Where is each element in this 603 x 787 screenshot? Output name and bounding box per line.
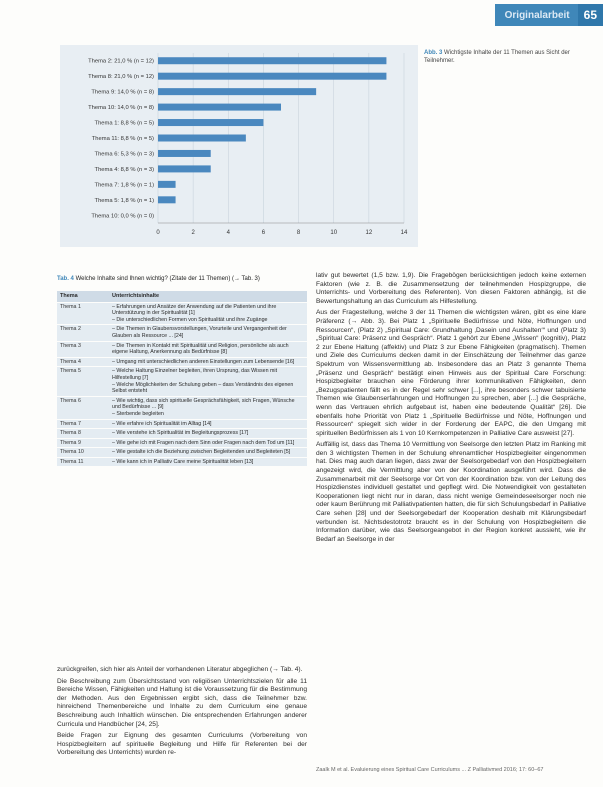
table-cell-inhalte <box>109 357 307 367</box>
table-cell-thema: Thema 6 <box>57 396 109 419</box>
table-cell-thema: Thema 9 <box>57 438 109 448</box>
table-item: – Wie gestalte ich die Beziehung zwischen Begleitenden und Begleiteten [5] <box>112 449 291 456</box>
table-cell-inhalte <box>109 448 307 458</box>
table-cell-inhalte <box>109 396 307 419</box>
table-row <box>57 419 307 429</box>
chart-svg <box>60 45 418 247</box>
x-tick-label: 8 <box>296 230 301 236</box>
table-cell-thema: Thema 3 <box>57 341 109 357</box>
table-item: – Umgang mit unterschiedlichen anderen Einstellungen zum Lebensende [16] <box>112 358 295 365</box>
table-item: – Sterbende begleiten <box>112 410 164 417</box>
table-item: – Die Themen in Glaubensvorstellungen, Vorurteile und Vergangenheit der Glauben als Ressource ... [24] <box>112 326 287 339</box>
x-tick-label: 12 <box>365 230 373 236</box>
right-column-text <box>316 272 586 547</box>
category-label: Thema 4: 8,8 % (n = 3) <box>94 166 154 173</box>
figure-caption-label: Abb. 3 <box>424 50 443 56</box>
table-cell-thema: Thema 7 <box>57 419 109 429</box>
category-label: Thema 2: 21,0 % (n = 12) <box>88 58 154 65</box>
category-label: Thema 10: 0,0 % (n = 0) <box>91 213 154 220</box>
table-item: – Wie erfahre ich Spiritualität im Alltag [14] <box>112 420 212 427</box>
table-cell-inhalte <box>109 302 307 325</box>
table-cell-thema: Thema 4 <box>57 357 109 367</box>
left-paragraph: Die Beschreibung zum Übersichtsstand von religiösen Unterrichtszielen für alle 11 Bereiche Wissen, Fähigkeiten und Haltung ist die Voraussetzung für die Bestimmung der Methoden. Aus den Ergebnissen ergibt sich, dass die Teilnehmer bzw. hinreichend Themenbereiche und Inhalte zu dem Curriculum eine genaue Beschreibung auch Inhaltlich wünschen. Die entsprechenden Erfahrungen anderer Curricula und Handbücher [24, 25]. <box>57 677 307 728</box>
bar <box>158 165 211 172</box>
table-cell-thema: Thema 10 <box>57 448 109 458</box>
table-cell-thema: Thema 5 <box>57 367 109 396</box>
table-cell-thema: Thema 2 <box>57 325 109 341</box>
category-label: Thema 6: 5,3 % (n = 3) <box>94 151 154 158</box>
category-label: Thema 5: 1,8 % (n = 1) <box>94 197 154 204</box>
category-label: Thema 10: 14,0 % (n = 8) <box>88 105 154 112</box>
table-caption-label: Tab. 4 <box>57 276 74 282</box>
left-paragraph: zurückgreifen, sich hier als Anteil der vorhandenen Literatur abgeglichen (→ Tab. 4). <box>57 666 303 673</box>
table-cell-inhalte <box>109 438 307 448</box>
table-cell-inhalte <box>109 325 307 341</box>
x-tick-label: 2 <box>191 230 195 236</box>
table-cell-thema: Thema 11 <box>57 457 109 466</box>
table-item: – Die unterschiedlichen Formen von Spiritualität und ihre Zugänge <box>112 316 268 323</box>
x-tick-label: 14 <box>400 230 408 236</box>
left-paragraph: Beide Fragen zur Eignung des gesamten Curriculums (Vorbereitung von Hospizbegleitern auf spirituelle Begleitung und Hilfe für Referenten bei der Vorbereitung des Unterrichts) wurden re- <box>57 732 307 757</box>
table-item: – Wie verstehe ich Spiritualität im Begleitungsprozess [17] <box>112 430 249 437</box>
left-column-text <box>57 666 307 761</box>
table-cell-inhalte <box>109 419 307 429</box>
table-item: – Wie gehe ich mit Fragen nach dem Sinn oder Fragen nach dem Tod um [11] <box>112 439 295 446</box>
table-cell-inhalte <box>109 341 307 357</box>
table-row <box>57 448 307 458</box>
table-caption-text: Welche Inhalte sind Ihnen wichtig? (Zitate der 11 Themen) (→ Tab. 3) <box>75 276 260 282</box>
bar <box>158 181 176 188</box>
table-cell-thema: Thema 8 <box>57 429 109 439</box>
table-row <box>57 438 307 448</box>
figure-caption-text: Wichtigste Inhalte der 11 Themen aus Sicht der Teilnehmer. <box>424 50 570 64</box>
table-cell-thema: Thema 1 <box>57 302 109 325</box>
table-row <box>57 357 307 367</box>
right-paragraph: lativ gut bewertet (1,5 bzw. 1,9). Die Fragebögen berücksichtigen jedoch keine externen Faktoren (wie z. B. die Zusammensetzung der teilnehmenden Hospizgruppe, die Unterrichts- und Vorbereitung des Referenten). Von diesen Faktoren abhängig, ist die Bewertungshaltung an das Curriculum als Hilfestellung. <box>316 272 586 305</box>
bar <box>158 104 281 111</box>
table-row <box>57 457 307 466</box>
table-cell-inhalte <box>109 457 307 466</box>
section-title: Originalarbeit <box>504 9 570 21</box>
page-number: 65 <box>578 4 603 26</box>
table-row <box>57 341 307 357</box>
content-table <box>57 291 307 466</box>
bar <box>158 135 246 142</box>
table-cell-inhalte <box>109 429 307 439</box>
category-label: Thema 8: 21,0 % (n = 12) <box>88 74 154 81</box>
x-tick-label: 0 <box>156 230 160 236</box>
table-header-thema: Thema <box>57 291 109 302</box>
page-footer: Zaalk M et al. Evaluierung eines Spiritual Care Curriculums ... Z Palliativmed 2016; 17: 60–67 <box>316 767 544 773</box>
right-paragraph: Auffällig ist, dass das Thema 10 Vermittlung von Seelsorge den letzten Platz im Ranking mit den 3 wichtigsten Themen in der Schulung ehrenamtlicher Hospizbegleiter eingenommen hat. Dies mag auch daran liegen, dass zwar der Seelsorgebedarf von den Hospizbegleitern angezeigt wird, die Vermittlung aber von der Koordination ausgeführt wird. Dass die Zusammenarbeit mit der Seelsorge vor Ort von der Koordination bzw. von der Leitung des Hospizdienstes individuell gestaltet und gepflegt wird. Die Notwendigkeit von gestalteten Kooperationen liegt nicht nur in daran, dass nicht wenige Gemeindeseelsorger noch nie oder kaum Berührung mit Palliativpatienten hatten, die für sich Schulungsbedarf in Palliative Care sehen [28] und der Seelsorgebedarf der Kooperation deshalb mit Klärungsbedarf verbunden ist. Nichtsdestotrotz braucht es in der Schulung von Hospizbegleitern die Information darüber, wie das Seelsorgeangebot in der Region konkret aussieht, wie ihr Bedarf an Seelsorge in der <box>316 441 586 543</box>
bar <box>158 150 211 157</box>
table-item: – Wie kann ich in Palliativ Care meine Spiritualität leben [13] <box>112 458 254 465</box>
right-paragraph: Aus der Fragestellung, welche 3 der 11 Themen die wichtigsten wären, gibt es eine klare Präferenz (→ Abb. 3). Bei Platz 1 „Spirituelle Bedürfnisse und Nöte, Hoffnungen und Ressourcen“, (Platz 2) „Spiritual Care: Grundhaltung ‚Dasein und Aushalten‘“ und (Platz 3) „Spiritual Care: Präsenz und Gespräch“. Platz 1 gehört zur Ebene „Wissen“ (kognitiv), Platz 2 zur Ebene Haltung (affektiv) und Platz 3 zur Ebene Fähigkeiten (pragmatisch). Themen und Ziele des Curriculums decken damit in der Einschätzung der Teilnehmer das ganze Spektrum von Wissensvermittlung ab. Insbesondere das an Platz 3 genannte Thema „Präsenz und Gespräch“ bestätigt einen Hinweis aus der Spiritual Care Forschung: Hospizbegleiter brauchen eine Förderung ihrer kommunikativen Fähigkeiten, denn „Bezugspatienten fällt es in der Regel sehr schwer [...], ihre besonders schwer tabuisierte Themen wie Glaubenserfahrungen und Hoffnungen zu sprechen, aber [...] die Gespräche, wenn das Vertrauen ehrlich aufgebaut ist, haben eine bedeutende Qualität“ [26]. Die ebenfalls hohe Priorität von Platz 1 „Spirituelle Bedürfnisse und Nöte, Hoffnungen und Ressourcen“ spiegelt sich wider in der Forderung der EAPC, die den Umgang mit spirituellen Bedürfnissen als 1 von 10 Kernkompetenzen in Palliative Care ausweist [27]. <box>316 309 586 437</box>
bar <box>158 196 176 203</box>
bar <box>158 119 263 126</box>
bar <box>158 57 386 64</box>
bar-chart <box>60 45 418 247</box>
page-header <box>495 4 603 26</box>
x-tick-label: 10 <box>330 230 338 236</box>
category-label: Thema 11: 8,8 % (n = 5) <box>91 136 154 142</box>
table-row <box>57 325 307 341</box>
table-item: – Die Themen in Kontakt mit Spiritualität und Religion, persönliche als auch eigene Haltung, Anerkennung als Bedürfnisse [8] <box>112 342 289 356</box>
table-row <box>57 367 307 396</box>
table-caption <box>57 276 307 282</box>
table-item: – Wie wichtig, dass sich spirituelle Gesprächsfähigkeit, sich Fragen, Wünsche und Bedürfnisse ... [9] <box>112 397 295 411</box>
table-cell-inhalte <box>109 367 307 396</box>
bar <box>158 88 316 95</box>
table-body <box>57 302 307 466</box>
table-row <box>57 396 307 419</box>
table-header-inhalte: Unterrichtsinhalte <box>109 291 307 302</box>
x-tick-label: 6 <box>261 230 266 236</box>
bar <box>158 73 386 80</box>
category-label: Thema 1: 8,8 % (n = 5) <box>94 120 154 127</box>
figure-caption <box>424 49 584 65</box>
x-tick-label: 4 <box>226 230 230 236</box>
table-row <box>57 302 307 325</box>
table-item: – Erfahrungen und Ansätze der Anwendung auf die Patienten und ihre Unterstützung in der Spiritualität [1] <box>112 303 277 317</box>
table-item: – Welche Haltung Einzelner begleiten, ihren Ursprung, das Wissen mit Hilfestellung [7] <box>112 368 278 381</box>
table-row <box>57 429 307 439</box>
table-item: – Welche Möglichkeiten der Schulung geben – dass Verständnis des eigenen Selbst entsteht <box>112 381 294 395</box>
category-label: Thema 9: 14,0 % (n = 8) <box>91 89 154 96</box>
category-label: Thema 7: 1,8 % (n = 1) <box>94 182 154 189</box>
